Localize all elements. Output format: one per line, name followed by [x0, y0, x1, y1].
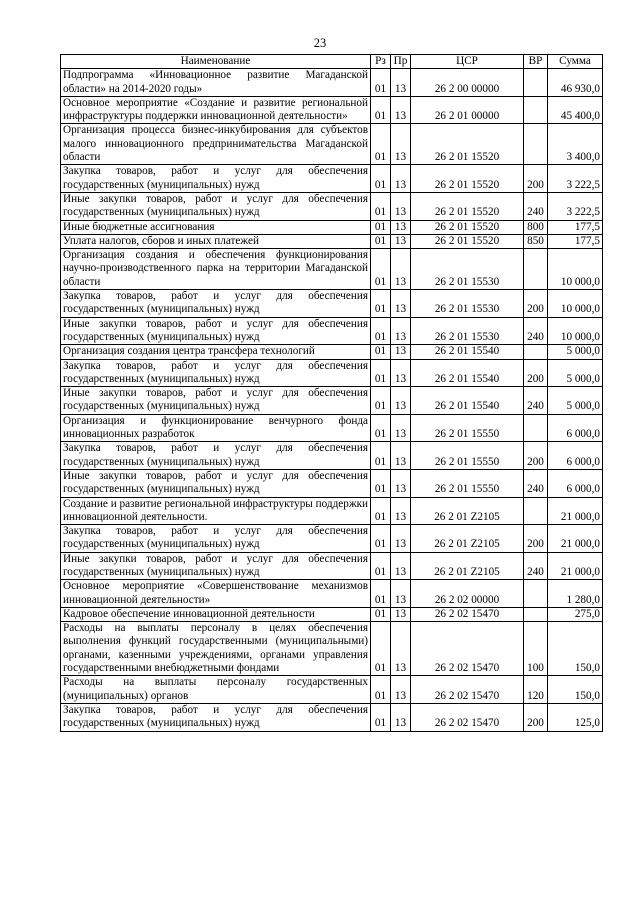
cell-sum: 10 000,0 — [548, 249, 603, 290]
table-row — [61, 676, 603, 704]
cell-pr: 13 — [391, 387, 411, 415]
header-name: Наименование — [61, 55, 371, 69]
cell-pr: 13 — [391, 497, 411, 525]
cell-rz: 01 — [371, 249, 391, 290]
cell-sum: 45 400,0 — [548, 96, 603, 124]
cell-vr: 800 — [524, 220, 548, 234]
cell-csr: 26 2 01 15520 — [411, 234, 524, 248]
page-number: 23 — [313, 36, 327, 50]
cell-pr: 13 — [391, 703, 411, 731]
cell-vr — [524, 345, 548, 359]
cell-sum: 3 400,0 — [548, 124, 603, 165]
cell-name: Организация создания центра трансфера технологий — [61, 345, 371, 359]
cell-csr: 26 2 01 15540 — [411, 345, 524, 359]
cell-rz: 01 — [371, 192, 391, 220]
cell-sum: 21 000,0 — [548, 525, 603, 553]
cell-name: Закупка товаров, работ и услуг для обеспечения государственных (муниципальных) нужд — [61, 442, 371, 470]
cell-rz: 01 — [371, 290, 391, 318]
cell-name: Иные бюджетные ассигнования — [61, 220, 371, 234]
cell-vr: 120 — [524, 676, 548, 704]
table-header-row — [61, 55, 603, 69]
cell-pr: 13 — [391, 192, 411, 220]
cell-csr: 26 2 01 15530 — [411, 317, 524, 345]
cell-sum: 21 000,0 — [548, 552, 603, 580]
cell-vr: 240 — [524, 552, 548, 580]
cell-csr: 26 2 01 Z2105 — [411, 552, 524, 580]
table-row — [61, 525, 603, 553]
cell-sum: 177,5 — [548, 234, 603, 248]
cell-name: Организация создания и обеспечения функционирования научно-производственного парка на территории Магаданской области — [61, 249, 371, 290]
cell-rz: 01 — [371, 676, 391, 704]
table-row — [61, 703, 603, 731]
table-row — [61, 234, 603, 248]
cell-name: Организация процесса бизнес-инкубирования для субъектов малого инновационного предпринимательства Магаданской области — [61, 124, 371, 165]
cell-vr — [524, 124, 548, 165]
cell-rz: 01 — [371, 124, 391, 165]
cell-sum: 3 222,5 — [548, 165, 603, 193]
table-row — [61, 192, 603, 220]
cell-rz: 01 — [371, 69, 391, 97]
cell-csr: 26 2 01 15540 — [411, 359, 524, 387]
cell-name: Иные закупки товаров, работ и услуг для обеспечения государственных (муниципальных) нужд — [61, 317, 371, 345]
cell-pr: 13 — [391, 525, 411, 553]
cell-name: Уплата налогов, сборов и иных платежей — [61, 234, 371, 248]
table-row — [61, 124, 603, 165]
cell-name: Основное мероприятие «Совершенствование механизмов инновационной деятельности» — [61, 580, 371, 608]
cell-sum: 46 930,0 — [548, 69, 603, 97]
table-row — [61, 69, 603, 97]
header-rz: Рз — [371, 55, 391, 69]
cell-pr: 13 — [391, 234, 411, 248]
cell-rz: 01 — [371, 220, 391, 234]
cell-name: Расходы на выплаты персоналу в целях обеспечения выполнения функций государственными (муниципальными) органами, казенными учреждениями, органами управления государственными внебюджетными фондами — [61, 622, 371, 676]
cell-vr: 240 — [524, 317, 548, 345]
cell-rz: 01 — [371, 580, 391, 608]
table-row — [61, 580, 603, 608]
table-row — [61, 317, 603, 345]
cell-csr: 26 2 01 15550 — [411, 414, 524, 442]
cell-sum: 6 000,0 — [548, 442, 603, 470]
cell-csr: 26 2 02 15470 — [411, 607, 524, 621]
cell-rz: 01 — [371, 552, 391, 580]
cell-vr — [524, 414, 548, 442]
cell-name: Иные закупки товаров, работ и услуг для обеспечения государственных (муниципальных) нужд — [61, 552, 371, 580]
cell-pr: 13 — [391, 607, 411, 621]
table-row — [61, 387, 603, 415]
cell-vr: 200 — [524, 290, 548, 318]
cell-name: Организация и функционирование венчурного фонда инновационных разработок — [61, 414, 371, 442]
cell-pr: 13 — [391, 676, 411, 704]
cell-sum: 5 000,0 — [548, 387, 603, 415]
cell-sum: 6 000,0 — [548, 414, 603, 442]
cell-pr: 13 — [391, 359, 411, 387]
cell-rz: 01 — [371, 165, 391, 193]
header-csr: ЦСР — [411, 55, 524, 69]
cell-csr: 26 2 01 15520 — [411, 165, 524, 193]
cell-name: Закупка товаров, работ и услуг для обеспечения государственных (муниципальных) нужд — [61, 165, 371, 193]
cell-name: Создание и развитие региональной инфраструктуры поддержки инновационной деятельности. — [61, 497, 371, 525]
cell-sum: 10 000,0 — [548, 317, 603, 345]
cell-rz: 01 — [371, 96, 391, 124]
cell-csr: 26 2 02 15470 — [411, 676, 524, 704]
cell-vr — [524, 497, 548, 525]
table-row — [61, 345, 603, 359]
cell-vr: 200 — [524, 165, 548, 193]
cell-name: Расходы на выплаты персоналу государственных (муниципальных) органов — [61, 676, 371, 704]
cell-pr: 13 — [391, 220, 411, 234]
header-vr: ВР — [524, 55, 548, 69]
table-row — [61, 607, 603, 621]
cell-vr: 200 — [524, 442, 548, 470]
cell-sum: 125,0 — [548, 703, 603, 731]
cell-vr: 850 — [524, 234, 548, 248]
cell-csr: 26 2 01 15540 — [411, 387, 524, 415]
cell-pr: 13 — [391, 580, 411, 608]
cell-rz: 01 — [371, 525, 391, 553]
cell-sum: 21 000,0 — [548, 497, 603, 525]
cell-sum: 10 000,0 — [548, 290, 603, 318]
cell-name: Иные закупки товаров, работ и услуг для обеспечения государственных (муниципальных) нужд — [61, 469, 371, 497]
cell-sum: 150,0 — [548, 676, 603, 704]
cell-sum: 177,5 — [548, 220, 603, 234]
cell-rz: 01 — [371, 703, 391, 731]
cell-name: Подпрограмма «Инновационное развитие Магаданской области» на 2014-2020 годы» — [61, 69, 371, 97]
cell-sum: 150,0 — [548, 622, 603, 676]
table-row — [61, 414, 603, 442]
cell-vr — [524, 96, 548, 124]
cell-csr: 26 2 01 15520 — [411, 192, 524, 220]
cell-rz: 01 — [371, 359, 391, 387]
cell-name: Закупка товаров, работ и услуг для обеспечения государственных (муниципальных) нужд — [61, 525, 371, 553]
table-body — [61, 69, 603, 731]
table-row — [61, 96, 603, 124]
cell-csr: 26 2 02 15470 — [411, 622, 524, 676]
cell-csr: 26 2 01 15530 — [411, 249, 524, 290]
cell-pr: 13 — [391, 69, 411, 97]
cell-name: Иные закупки товаров, работ и услуг для обеспечения государственных (муниципальных) нужд — [61, 192, 371, 220]
cell-vr: 240 — [524, 387, 548, 415]
table-row — [61, 552, 603, 580]
table-row — [61, 359, 603, 387]
cell-csr: 26 2 02 00000 — [411, 580, 524, 608]
cell-pr: 13 — [391, 96, 411, 124]
cell-rz: 01 — [371, 442, 391, 470]
cell-vr — [524, 249, 548, 290]
cell-rz: 01 — [371, 622, 391, 676]
table-row — [61, 220, 603, 234]
cell-vr: 240 — [524, 469, 548, 497]
cell-vr: 200 — [524, 703, 548, 731]
cell-rz: 01 — [371, 607, 391, 621]
cell-csr: 26 2 01 15550 — [411, 469, 524, 497]
cell-rz: 01 — [371, 317, 391, 345]
cell-pr: 13 — [391, 469, 411, 497]
cell-csr: 26 2 01 Z2105 — [411, 525, 524, 553]
cell-vr — [524, 607, 548, 621]
table-row — [61, 442, 603, 470]
cell-pr: 13 — [391, 552, 411, 580]
cell-csr: 26 2 01 15530 — [411, 290, 524, 318]
cell-pr: 13 — [391, 317, 411, 345]
cell-csr: 26 2 01 00000 — [411, 96, 524, 124]
cell-csr: 26 2 02 15470 — [411, 703, 524, 731]
cell-pr: 13 — [391, 290, 411, 318]
cell-csr: 26 2 01 15520 — [411, 220, 524, 234]
cell-sum: 1 280,0 — [548, 580, 603, 608]
table-row — [61, 622, 603, 676]
cell-vr: 240 — [524, 192, 548, 220]
cell-sum: 5 000,0 — [548, 359, 603, 387]
cell-vr — [524, 69, 548, 97]
cell-name: Кадровое обеспечение инновационной деятельности — [61, 607, 371, 621]
cell-csr: 26 2 01 15520 — [411, 124, 524, 165]
cell-rz: 01 — [371, 414, 391, 442]
cell-csr: 26 2 01 Z2105 — [411, 497, 524, 525]
table-row — [61, 249, 603, 290]
cell-vr: 200 — [524, 525, 548, 553]
cell-csr: 26 2 01 15550 — [411, 442, 524, 470]
cell-rz: 01 — [371, 469, 391, 497]
cell-vr: 200 — [524, 359, 548, 387]
cell-pr: 13 — [391, 345, 411, 359]
cell-name: Закупка товаров, работ и услуг для обеспечения государственных (муниципальных) нужд — [61, 290, 371, 318]
cell-sum: 5 000,0 — [548, 345, 603, 359]
cell-name: Иные закупки товаров, работ и услуг для обеспечения государственных (муниципальных) нужд — [61, 387, 371, 415]
cell-sum: 3 222,5 — [548, 192, 603, 220]
cell-sum: 6 000,0 — [548, 469, 603, 497]
table-row — [61, 290, 603, 318]
cell-name: Закупка товаров, работ и услуг для обеспечения государственных (муниципальных) нужд — [61, 359, 371, 387]
header-sum: Сумма — [548, 55, 603, 69]
table-row — [61, 497, 603, 525]
cell-sum: 275,0 — [548, 607, 603, 621]
table-row — [61, 165, 603, 193]
cell-csr: 26 2 00 00000 — [411, 69, 524, 97]
cell-name: Основное мероприятие «Создание и развитие региональной инфраструктуры поддержки инновационной деятельности» — [61, 96, 371, 124]
cell-pr: 13 — [391, 165, 411, 193]
header-pr: Пр — [391, 55, 411, 69]
budget-table — [60, 54, 603, 732]
cell-pr: 13 — [391, 442, 411, 470]
cell-pr: 13 — [391, 414, 411, 442]
cell-rz: 01 — [371, 345, 391, 359]
cell-pr: 13 — [391, 124, 411, 165]
cell-rz: 01 — [371, 234, 391, 248]
cell-rz: 01 — [371, 387, 391, 415]
cell-rz: 01 — [371, 497, 391, 525]
cell-vr — [524, 580, 548, 608]
cell-name: Закупка товаров, работ и услуг для обеспечения государственных (муниципальных) нужд — [61, 703, 371, 731]
cell-vr: 100 — [524, 622, 548, 676]
cell-pr: 13 — [391, 622, 411, 676]
cell-pr: 13 — [391, 249, 411, 290]
table-row — [61, 469, 603, 497]
